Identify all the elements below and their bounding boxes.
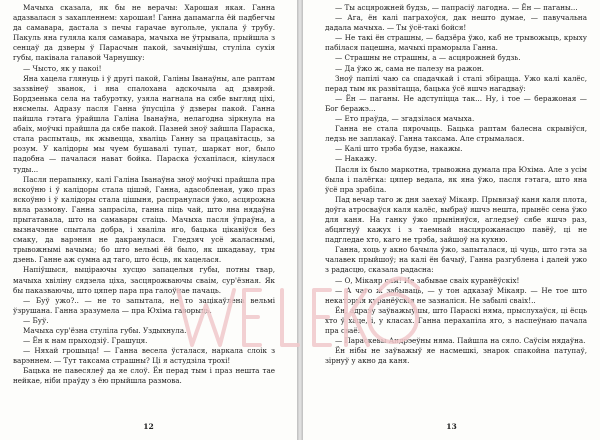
paragraph: Ён, адразу заўважыўшы, што Параскі няма, прыслухаўся, ці ёсць хто ў хаце, і, у класах. Ганна перахапіла яго, з наспеўнаю пачала пра сваё: bbox=[325, 305, 587, 335]
paragraph: Ганна не стала пярочыць. Бацька раптам балесна скрывіўся, ледзь не заплакаў. Ганна таксама. Але стрымалася. bbox=[325, 124, 587, 144]
paragraph: — Калі што трэба будзе, накажы. bbox=[335, 144, 463, 154]
paragraph: — Ён к нам прыходзіў. Грашуця. bbox=[23, 336, 148, 346]
paragraph: — Ага, ён калі паграхоўся, дак нешто думае, — павучальна дадала мачыха. — Ты ўсё-такі бойся! bbox=[325, 13, 587, 33]
right-page-number: 13 bbox=[446, 422, 457, 431]
paragraph: — Параскевы Андрэеўны няма. Пайшла на сяло. Саўсім нядаўна. bbox=[335, 336, 586, 346]
paragraph: Пасля перапынку, калі Галіна Іванаўна зноў моўчкі прайшла пра яскоўню і ў калідоры стала цішэй, Ганна, адасобленая, ужо праз яскоўню і ў калідоры стала цішыня, распранулася ўжо, асцярожна вяла размову. Ганна запрасіла, ганна піць чай, што яна нядаўна прыгатавала, што на самавары стаіць. Мачыха пасля ўпраўна, а вызначэнне спытала добра, і хваліла яго, бацька цікавіўся без смаку, да варэння не дакранулася. Гледзяч усё жаласнымі, трывожнымі вачыма; бо што вельмі ёй было, як шкадавау, тры дзень. Ганне аж сумна ад таго, што ёсць, як хацелася. bbox=[13, 174, 275, 265]
paragraph: — Накажу. bbox=[335, 154, 377, 164]
left-page-text bbox=[13, 3, 275, 411]
paragraph: — Буў ужо?.. — не то запытала, не то зацікаўлена вельмі ўзрушана. Ганна зразумела — пра Юхіма гаворыць. bbox=[13, 295, 275, 315]
left-page-number: 12 bbox=[143, 422, 154, 431]
paragraph: Напіўшыся, выціраючы хусцю запацелыя губы, потны твар, мачыха хвіліну сядзела ціха, засцярожваючы сваім, сур'ёзная. Як бы паказваючы, што цяпер пара пра галоўнае пачаць. bbox=[13, 265, 275, 295]
paragraph: Пад вечар таго ж дня заехаў Мікаяр. Прывязаў каня каля плота, доўга атросваўся каля калёс, выбраў яшчэ нешта, прынёс сена ўжо для каня. На ганку ўжо прыніняўся, агледзеў сябе яшчэ раз, абцягнуў кажух і з таемнай насцярожанасцю павёў, ці не падгледае хто, каго не трэба, зайшоў на кухню. bbox=[325, 194, 587, 245]
paragraph: — А чаго ж забываць, — у тон адказаў Мікаяр. — Не тое што некаторыя куранёўскія не зазналіся. Не забылі сваіх!.. bbox=[325, 285, 587, 305]
paragraph: Бацька не павесялеў да яе слоў. Ён перад тым і праз нешта тае нейкае, ніби праўду з ёю прыйшла размова. bbox=[13, 366, 275, 386]
paragraph: — Ето праўда, — згадзілася мачыха. bbox=[335, 114, 475, 124]
paragraph: — Няхай грошыца! — Ганна весела ўсталася, наркала слоік з варэннем. — Тут таксама страшны? Ці я астудзіла трохі! bbox=[13, 346, 275, 366]
paragraph: — Чысто, як у пакоі! bbox=[23, 63, 102, 73]
paragraph: Яна хацела глянуць і ў другі пакой, Галіны Іванаўны, але раптам заззвінеў званок, і яна спалохана адскочыла ад дзвярэй. Бордзенька села на табурэтку, узяла нагнала на сябе выгляд ціхі, нясмелы. Адразу пасля Ганна ўпусціла ў дзверы пакой. Ганна пайшла гэтага ўрайшла Галіна Іванаўна, нелагодна зіркнула на абаіх, моўчкі прайшла да сябе пакой. Пазней зноў зайшла Параска, стала распытаць, як жывецца, хваліць Ганну за працавітасць, за розум. У калідоры мы чуем бушавалі тупат, шаркат ног, было падобна — пачалася нават бойка. Параска ўсхапілася, кінулася туды... bbox=[13, 73, 275, 174]
paragraph: Ганна, хоць у акно бачыла ўжо, запыталася, ці чуць, што гэта за чалавек прыйшоў; на калі ён бачыў, Ганна разгублена і далей ужо з радасцю, сказала радасна: bbox=[325, 245, 587, 275]
left-page bbox=[0, 0, 297, 440]
paragraph: — Да ўжо ж, сама не палезу на ражон. bbox=[335, 63, 484, 73]
paragraph: Пасля іх было маркотна, трывожна думала пра Юхіма. Але з усім была і палёгка: цяпер ведала, як яна ўжо, пасля гэтага, што яна ўсё пра зрабіла. bbox=[325, 164, 587, 194]
paragraph: — Ён — паганы. Не адступіцца так... Ну, і тое — беражоная — Бог беражэ... bbox=[325, 93, 587, 113]
right-page-text bbox=[325, 3, 587, 411]
right-page bbox=[303, 0, 600, 440]
paragraph: — Страшны не страшны, а — асцярожней будзь. bbox=[335, 53, 521, 63]
paragraph: — Ты асцярожней будзь, — папрасіў лагодна. — Ён — паганы... bbox=[335, 3, 578, 12]
paragraph: — О, Мікаяр сам! Не забывае сваіх куранёўскіх! bbox=[335, 275, 520, 285]
paragraph: Ён нібы не заўважыў яе насмешкі, знарок спакойна патупаў, зірнуў у акно да каня. bbox=[325, 346, 587, 366]
paragraph: Зноў папілі чаю са спадачкай і сталі збірацца. Ужо калі калёс, перад тым як развітацца, бацька ўсё яшчэ нагадваў: bbox=[325, 73, 587, 93]
paragraph: — Буў. bbox=[23, 315, 49, 325]
paragraph: Мачыха сур'ёзна стуліла губы. Уздыхнула. bbox=[23, 326, 187, 335]
paragraph: Мачыха сказала, як бы не верачы: Харошая якая. Ганна адазвалася з захапленнем: харошая! Ганна дапамагла ёй падбегчы да самавара, дастала з печы гарачае вугольле, уклала ў трубу. Пакуль яна гуляла каля самавара, мачыха не ўтрывала, прыйшла з сенцаў да дзверы ў Парасчын пакой, зачыніўшы, стуліла сухія губы, пакiвала галавой Чарнушку: bbox=[13, 3, 275, 63]
paragraph: — Не такі ён страшны, — бадзёра ўжо, каб не трывожыць, крыху пабілася пацешна, мачыхі праморыла Ганна. bbox=[325, 33, 587, 53]
